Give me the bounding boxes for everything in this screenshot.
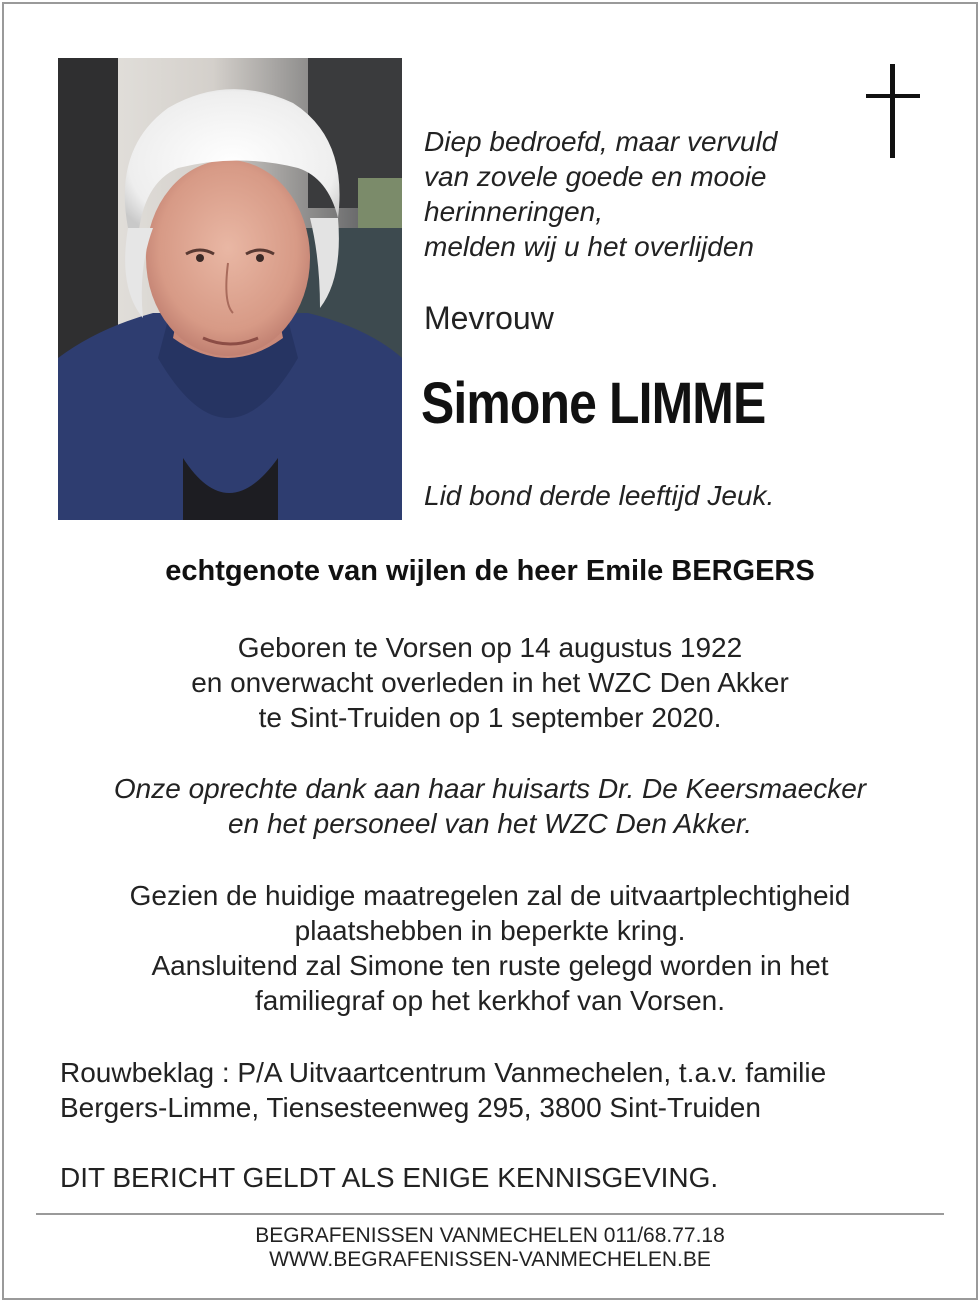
- thanks-line: en het personeel van het WZC Den Akker.: [228, 808, 752, 839]
- portrait-photo: [58, 58, 402, 520]
- birth-death-line: te Sint-Truiden op 1 september 2020.: [258, 702, 722, 733]
- funeral-line: Gezien de huidige maatregelen zal de uitvaartplechtigheid: [129, 880, 851, 911]
- thanks-line: Onze oprechte dank aan haar huisarts Dr. De Keersmaecker: [113, 773, 867, 804]
- intro-line: van zovele goede en mooie: [424, 161, 767, 192]
- deceased-name: Simone LIMME: [421, 371, 766, 436]
- notice-text: DIT BERICHT GELDT ALS ENIGE KENNISGEVING.: [60, 1162, 719, 1193]
- funeral-line: plaatshebben in beperkte kring.: [294, 915, 686, 946]
- footer-divider: [36, 1213, 944, 1215]
- birth-death-block: [0, 630, 980, 735]
- cross-icon: [866, 64, 920, 160]
- funeral-line: familiegraf op het kerkhof van Vorsen.: [254, 985, 726, 1016]
- membership-text: Lid bond derde leeftijd Jeuk.: [424, 480, 775, 511]
- intro-text: [424, 124, 777, 264]
- cross-vertical: [890, 64, 895, 158]
- birth-death-line: Geboren te Vorsen op 14 augustus 1922: [237, 632, 743, 663]
- intro-line: herinneringen,: [424, 196, 604, 227]
- portrait-illustration: [58, 58, 402, 520]
- birth-death-line: en onverwacht overleden in het WZC Den Akker: [191, 667, 789, 698]
- condolence-line: Bergers-Limme, Tiensesteenweg 295, 3800 Sint-Truiden: [60, 1092, 761, 1123]
- funeral-line: Aansluitend zal Simone ten ruste gelegd worden in het: [151, 950, 829, 981]
- condolence-block: [60, 1055, 826, 1125]
- honorific-title: Mevrouw: [424, 300, 554, 336]
- spouse-line: echtgenote van wijlen de heer Emile BERGERS: [165, 555, 815, 587]
- funeral-block: [0, 878, 980, 1018]
- footer-company: BEGRAFENISSEN VANMECHELEN 011/68.77.18: [255, 1224, 725, 1247]
- condolence-line: Rouwbeklag : P/A Uitvaartcentrum Vanmechelen, t.a.v. familie: [60, 1057, 827, 1088]
- footer: [0, 1224, 980, 1272]
- intro-line: Diep bedroefd, maar vervuld: [424, 126, 778, 157]
- intro-line: melden wij u het overlijden: [424, 231, 754, 262]
- cross-horizontal: [866, 94, 920, 98]
- thanks-block: [0, 771, 980, 841]
- footer-website: WWW.BEGRAFENISSEN-VANMECHELEN.BE: [269, 1248, 711, 1271]
